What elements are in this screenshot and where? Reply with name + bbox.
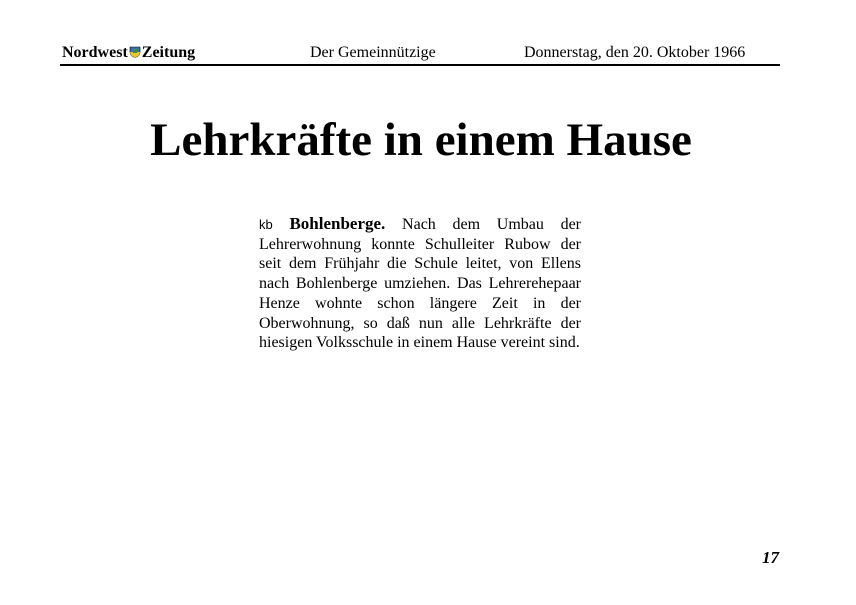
author-initials: kb — [259, 217, 273, 232]
article-dateline: Bohlenberge. — [289, 214, 386, 233]
section-title: Der Gemeinnützige — [310, 44, 436, 61]
page-number: 17 — [762, 548, 779, 567]
newspaper-brand — [62, 44, 195, 62]
coat-of-arms-icon — [129, 46, 141, 58]
article-text: Nach dem Umbau der Lehrerwohnung konnte Schulleiter Rubow der seit dem Frühjahr die Schule leitet, von Ellens nach Bohlenberge umziehen. Das Lehrerehepaar Henze wohnte schon längere Zeit in der Oberwohnung, so daß nun alle Lehrkräfte der hiesigen Volksschule in einem Hause vereint sind. — [259, 216, 582, 352]
article-body — [259, 214, 581, 353]
article-headline: Lehrkräfte in einem Hause — [150, 114, 692, 166]
publication-date: Donnerstag, den 20. Oktober 1966 — [524, 44, 746, 61]
brand-name-left: Nordwest — [62, 44, 128, 61]
masthead — [60, 44, 780, 66]
brand-name-right: Zeitung — [141, 44, 196, 61]
